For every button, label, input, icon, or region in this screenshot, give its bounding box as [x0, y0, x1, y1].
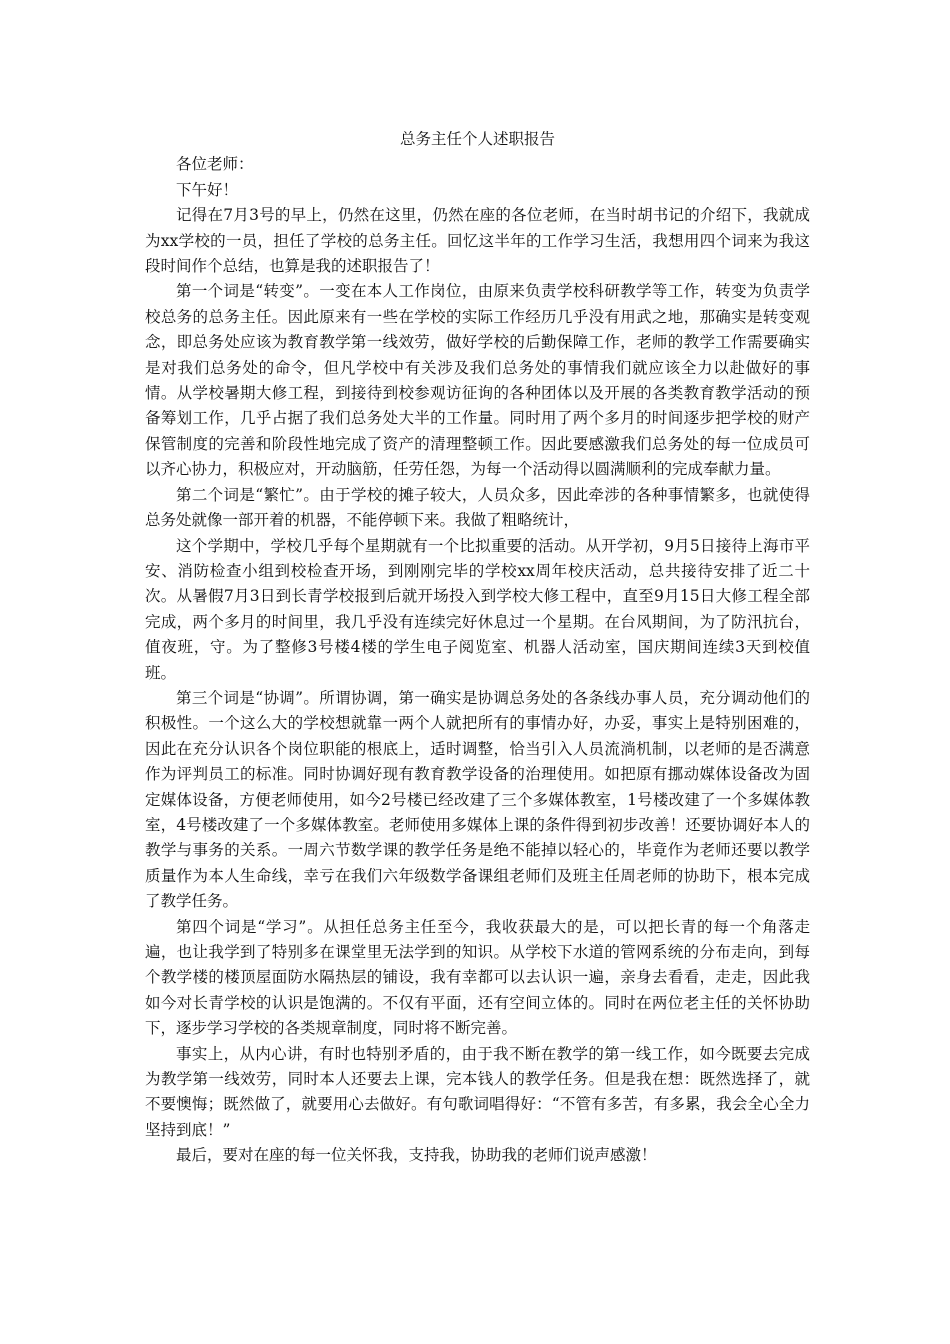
paragraph-closing: 最后，要对在座的每一位关怀我，支持我，协助我的老师们说声感激！	[176, 1146, 657, 1165]
greeting: 下午好！	[176, 180, 239, 199]
document-title: 总务主任个人述职报告	[399, 130, 555, 148]
paragraph-learning: 第四个词是“学习”。从担任总务主任至今，我收获最大的是，可以把长青的每一个角落走遍，也让我学到了特别多在课堂里无法学到的知识。从学校下水道的管网系统的分布走向，到每个教学楼的楼顶屋面防水隔热层的铺设，我有幸都可以去认识一遍，亲身去看看，走走，因此我如今对长青学校的认识是饱满的。不仅有平面，还有空间立体的。同时在两位老主任的关怀协助下，逐步学习学校的各类规章制度，同时将不断完善。	[145, 917, 810, 1038]
salutation: 各位老师：	[176, 155, 254, 174]
document-body	[145, 127, 810, 1169]
paragraph-busy-detail: 这个学期中，学校几乎每个星期就有一个比拟重要的活动。从开学初，9月5日接待上海市平安、消防检查小组到校检查开场，到刚刚完毕的学校xx周年校庆活动，总共接待安排了近二十次。从暑假7月3日到长青学校报到后就开场投入到学校大修工程中，直至9月15日大修工程全部完成，两个多月的时间里，我几乎没有连续完好休息过一个星期。在台风期间，为了防汛抗台，值夜班，守。为了整修3号楼4楼的学生电子阅览室、机器人活动室，国庆期间连续3天到校值班。	[145, 536, 810, 682]
paragraph-busy: 第二个词是“繁忙”。由于学校的摊子较大，人员众多，因此牵涉的各种事情繁多，也就使得总务处就像一部开着的机器，不能停顿下来。我做了粗略统计，	[145, 485, 810, 530]
paragraph-transformation: 第一个词是“转变”。一变在本人工作岗位，由原来负责学校科研教学等工作，转变为负责学校总务的总务主任。因此原来有一些在学校的实际工作经历几乎没有用武之地，那确实是转变观念，即总务处应该为教育教学第一线效劳，做好学校的后勤保障工作，老师的教学工作需要确实是对我们总务处的命令，但凡学校中有关涉及我们总务处的事情我们就应该全力以赴做好的事情。从学校暑期大修工程，到接待到校参观访征询的各种团体以及开展的各类教育教学活动的预备筹划工作，几乎占据了我们总务处大半的工作量。同时用了两个多月的时间逐步把学校的财产保管制度的完善和阶段性地完成了资产的清理整顿工作。因此要感激我们总务处的每一位成员可以齐心协力，积极应对，开动脑筋，任劳任怨，为每一个活动得以圆满顺利的完成奉献力量。	[145, 282, 810, 479]
paragraph-reflection: 事实上，从内心讲，有时也特别矛盾的，由于我不断在教学的第一线工作，如今既要去完成为教学第一线效劳，同时本人还要去上课，完本钱人的教学任务。但是我在想：既然选择了，就不要懊悔；既然做了，就要用心去做好。有句歌词唱得好：“不管有多苦，有多累，我会全心全力坚持到底！”	[145, 1044, 810, 1139]
paragraph-intro: 记得在7月3号的早上，仍然在这里，仍然在座的各位老师，在当时胡书记的介绍下，我就成为xx学校的一员，担任了学校的总务主任。回忆这半年的工作学习生活，我想用四个词来为我这段时间作个总结，也算是我的述职报告了！	[145, 206, 810, 276]
paragraph-coordination: 第三个词是“协调”。所谓协调，第一确实是协调总务处的各条线办事人员，充分调动他们的积极性。一个这么大的学校想就靠一两个人就把所有的事情办好，办妥，事实上是特别困难的，因此在充分认识各个岗位职能的根底上，适时调整，恰当引入人员流淌机制，以老师的是否满意作为评判员工的标准。同时协调好现有教育教学设备的治理使用。如把原有挪动媒体设备改为固定媒体设备，方便老师使用，如今2号楼已经改建了三个多媒体教室，1号楼改建了一个多媒体教室，4号楼改建了一个多媒体教室。老师使用多媒体上课的条件得到初步改善！还要协调好本人的教学与事务的关系。一周六节数学课的教学任务是绝不能掉以轻心的，毕竟作为老师还要以教学质量作为本人生命线，幸亏在我们六年级数学备课组老师们及班主任周老师的协助下，根本完成了教学任务。	[145, 688, 810, 911]
